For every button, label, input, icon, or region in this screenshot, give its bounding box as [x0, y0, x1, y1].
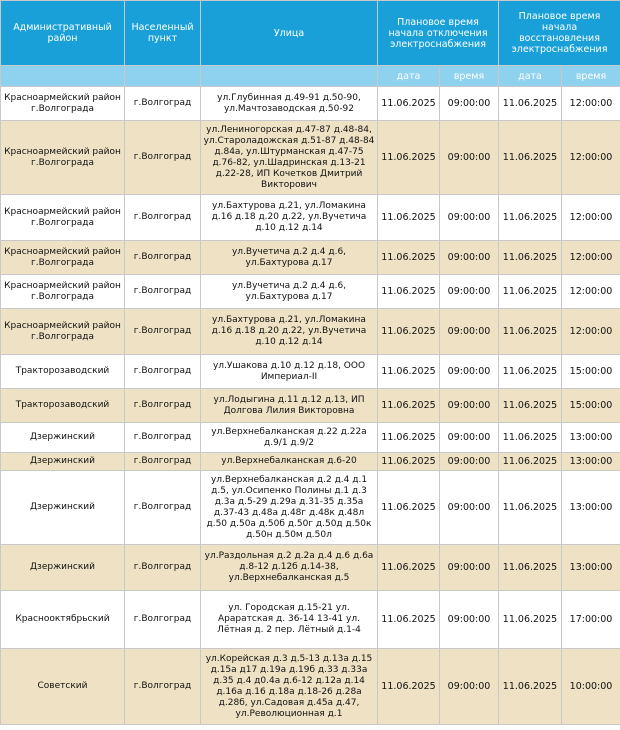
off-time-cell: 09:00:00: [440, 309, 499, 355]
on-time-cell: 12:00:00: [562, 241, 620, 275]
off-time-cell: 09:00:00: [440, 545, 499, 591]
street-cell: ул.Корейская д.3 д.5-13 д.13а д.15 д.15а д17 д.19а д.19б д.33 д.33а д.35 д.4 д0.4а д.6-12 д.12а д.14 д.16а д.16 д.18а д.18-26 д.28а д.28б, ул.Садовая д.45а д.47, ул.Революционная д.1: [201, 649, 378, 725]
off-date-cell: 11.06.2025: [378, 121, 440, 195]
on-time-cell: 12:00:00: [562, 87, 620, 121]
on-time-cell: 17:00:00: [562, 591, 620, 649]
table-row: [1, 355, 620, 389]
on-time-cell: 12:00:00: [562, 121, 620, 195]
locality-cell: г.Волгоград: [125, 241, 201, 275]
table-row: [1, 453, 620, 471]
off-date-cell: 11.06.2025: [378, 389, 440, 423]
locality-cell: г.Волгоград: [125, 195, 201, 241]
street-cell: ул.Глубинная д.49-91 д.50-90, ул.Мачтозаводская д.50-92: [201, 87, 378, 121]
off-time-cell: 09:00:00: [440, 121, 499, 195]
locality-cell: г.Волгоград: [125, 545, 201, 591]
on-time-cell: 13:00:00: [562, 423, 620, 453]
street-cell: ул.Вучетича д.2 д.4 д.6, ул.Бахтурова д.17: [201, 241, 378, 275]
on-date-cell: 11.06.2025: [499, 649, 562, 725]
table-row: [1, 275, 620, 309]
locality-cell: г.Волгоград: [125, 423, 201, 453]
subheader-blank: [1, 66, 125, 87]
locality-cell: г.Волгоград: [125, 389, 201, 423]
table-row: [1, 545, 620, 591]
table-row: [1, 87, 620, 121]
on-date-cell: 11.06.2025: [499, 87, 562, 121]
on-time-cell: 10:00:00: [562, 649, 620, 725]
street-cell: ул.Ушакова д.10 д.12 д.18, ООО Империал-II: [201, 355, 378, 389]
table-row: [1, 195, 620, 241]
district-cell: Дзержинский: [1, 545, 125, 591]
subheader-blank: [201, 66, 378, 87]
off-date-cell: 11.06.2025: [378, 545, 440, 591]
off-time-cell: 09:00:00: [440, 195, 499, 241]
on-time-cell: 15:00:00: [562, 355, 620, 389]
off-time-cell: 09:00:00: [440, 471, 499, 545]
district-cell: Красноармейский район г.Волгограда: [1, 275, 125, 309]
table-row: [1, 649, 620, 725]
street-cell: ул. Городская д.15-21 ул. Араратская д. 36-14 13-41 ул. Лётная д. 2 пер. Лётный д.1-4: [201, 591, 378, 649]
on-time-cell: 13:00:00: [562, 545, 620, 591]
on-time-cell: 12:00:00: [562, 275, 620, 309]
subheader-on-date: дата: [499, 66, 562, 87]
on-date-cell: 11.06.2025: [499, 309, 562, 355]
locality-cell: г.Волгоград: [125, 591, 201, 649]
district-cell: Красноармейский район г.Волгограда: [1, 241, 125, 275]
street-cell: ул.Бахтурова д.21, ул.Ломакина д.16 д.18 д.20 д.22, ул.Вучетича д.10 д.12 д.14: [201, 309, 378, 355]
off-date-cell: 11.06.2025: [378, 355, 440, 389]
district-cell: Советский: [1, 649, 125, 725]
header-street: Улица: [201, 1, 378, 66]
locality-cell: г.Волгоград: [125, 87, 201, 121]
on-date-cell: 11.06.2025: [499, 453, 562, 471]
locality-cell: г.Волгоград: [125, 471, 201, 545]
off-date-cell: 11.06.2025: [378, 195, 440, 241]
off-time-cell: 09:00:00: [440, 241, 499, 275]
table-row: [1, 241, 620, 275]
off-date-cell: 11.06.2025: [378, 591, 440, 649]
locality-cell: г.Волгоград: [125, 309, 201, 355]
on-date-cell: 11.06.2025: [499, 241, 562, 275]
off-date-cell: 11.06.2025: [378, 275, 440, 309]
table-row: [1, 389, 620, 423]
district-cell: Тракторозаводский: [1, 355, 125, 389]
district-cell: Дзержинский: [1, 471, 125, 545]
header-planned-restore: Плановое время начала восстановления электроснабжения: [499, 1, 620, 66]
off-date-cell: 11.06.2025: [378, 241, 440, 275]
on-date-cell: 11.06.2025: [499, 389, 562, 423]
street-cell: ул.Верхнебалканская д.6-20: [201, 453, 378, 471]
locality-cell: г.Волгоград: [125, 275, 201, 309]
district-cell: Дзержинский: [1, 453, 125, 471]
off-date-cell: 11.06.2025: [378, 471, 440, 545]
on-date-cell: 11.06.2025: [499, 195, 562, 241]
street-cell: ул.Вучетича д.2 д.4 д.6, ул.Бахтурова д.17: [201, 275, 378, 309]
off-time-cell: 09:00:00: [440, 453, 499, 471]
district-cell: Красноармейский район г.Волгограда: [1, 121, 125, 195]
street-cell: ул.Лениногорская д.47-87 д.48-84, ул.Староладожская д.51-87 д.48-84 д.84а, ул.Штурманская д.47-75 д.76-82, ул.Шадринская д.13-21 д.22-28, ИП Кочетков Дмитрий Викторович: [201, 121, 378, 195]
district-cell: Дзержинский: [1, 423, 125, 453]
subheader-blank: [125, 66, 201, 87]
on-date-cell: 11.06.2025: [499, 545, 562, 591]
on-date-cell: 11.06.2025: [499, 355, 562, 389]
locality-cell: г.Волгоград: [125, 355, 201, 389]
header-locality: Населенный пункт: [125, 1, 201, 66]
on-time-cell: 12:00:00: [562, 309, 620, 355]
off-time-cell: 09:00:00: [440, 275, 499, 309]
table-row: [1, 471, 620, 545]
table-row: [1, 591, 620, 649]
table-row: [1, 423, 620, 453]
off-time-cell: 09:00:00: [440, 389, 499, 423]
district-cell: Красноармейский район г.Волгограда: [1, 195, 125, 241]
street-cell: ул.Верхнебалканская д.2 д.4 д.1 д.5, ул.Осипенко Полины д.1 д.3 д.3а д.5-29 д.29а д.31-35 д.35а д.37-43 д.48а д.48г д.48к д.48л д.50 д.50а д.50б д.50г д.50д д.50к д.50н д.50м д.50л: [201, 471, 378, 545]
off-time-cell: 09:00:00: [440, 87, 499, 121]
on-time-cell: 12:00:00: [562, 195, 620, 241]
header-planned-off: Плановое время начала отключения электроснабжения: [378, 1, 499, 66]
on-time-cell: 13:00:00: [562, 453, 620, 471]
street-cell: ул.Бахтурова д.21, ул.Ломакина д.16 д.18 д.20 д.22, ул.Вучетича д.10 д.12 д.14: [201, 195, 378, 241]
header-district: Административный район: [1, 1, 125, 66]
on-date-cell: 11.06.2025: [499, 275, 562, 309]
off-time-cell: 09:00:00: [440, 591, 499, 649]
on-time-cell: 15:00:00: [562, 389, 620, 423]
street-cell: ул.Лодыгина д.11 д.12 д.13, ИП Долгова Лилия Викторовна: [201, 389, 378, 423]
on-date-cell: 11.06.2025: [499, 423, 562, 453]
district-cell: Красноармейский район г.Волгограда: [1, 309, 125, 355]
on-time-cell: 13:00:00: [562, 471, 620, 545]
off-time-cell: 09:00:00: [440, 423, 499, 453]
table-row: [1, 309, 620, 355]
off-time-cell: 09:00:00: [440, 649, 499, 725]
subheader-off-time: время: [440, 66, 499, 87]
on-date-cell: 11.06.2025: [499, 471, 562, 545]
table-header: [1, 1, 620, 87]
on-date-cell: 11.06.2025: [499, 591, 562, 649]
district-cell: Красноармейский район г.Волгограда: [1, 87, 125, 121]
off-date-cell: 11.06.2025: [378, 649, 440, 725]
subheader-on-time: время: [562, 66, 620, 87]
locality-cell: г.Волгоград: [125, 453, 201, 471]
off-date-cell: 11.06.2025: [378, 423, 440, 453]
district-cell: Краснооктябрьский: [1, 591, 125, 649]
locality-cell: г.Волгоград: [125, 649, 201, 725]
off-time-cell: 09:00:00: [440, 355, 499, 389]
district-cell: Тракторозаводский: [1, 389, 125, 423]
street-cell: ул.Верхнебалканская д.22 д.22а д.9/1 д.9/2: [201, 423, 378, 453]
off-date-cell: 11.06.2025: [378, 309, 440, 355]
off-date-cell: 11.06.2025: [378, 87, 440, 121]
locality-cell: г.Волгоград: [125, 121, 201, 195]
off-date-cell: 11.06.2025: [378, 453, 440, 471]
subheader-off-date: дата: [378, 66, 440, 87]
on-date-cell: 11.06.2025: [499, 121, 562, 195]
street-cell: ул.Раздольная д.2 д.2а д.4 д.6 д.6а д.8-12 д.12б д.14-38, ул.Верхнебалканская д.5: [201, 545, 378, 591]
table-row: [1, 121, 620, 195]
table-body: [1, 87, 620, 725]
